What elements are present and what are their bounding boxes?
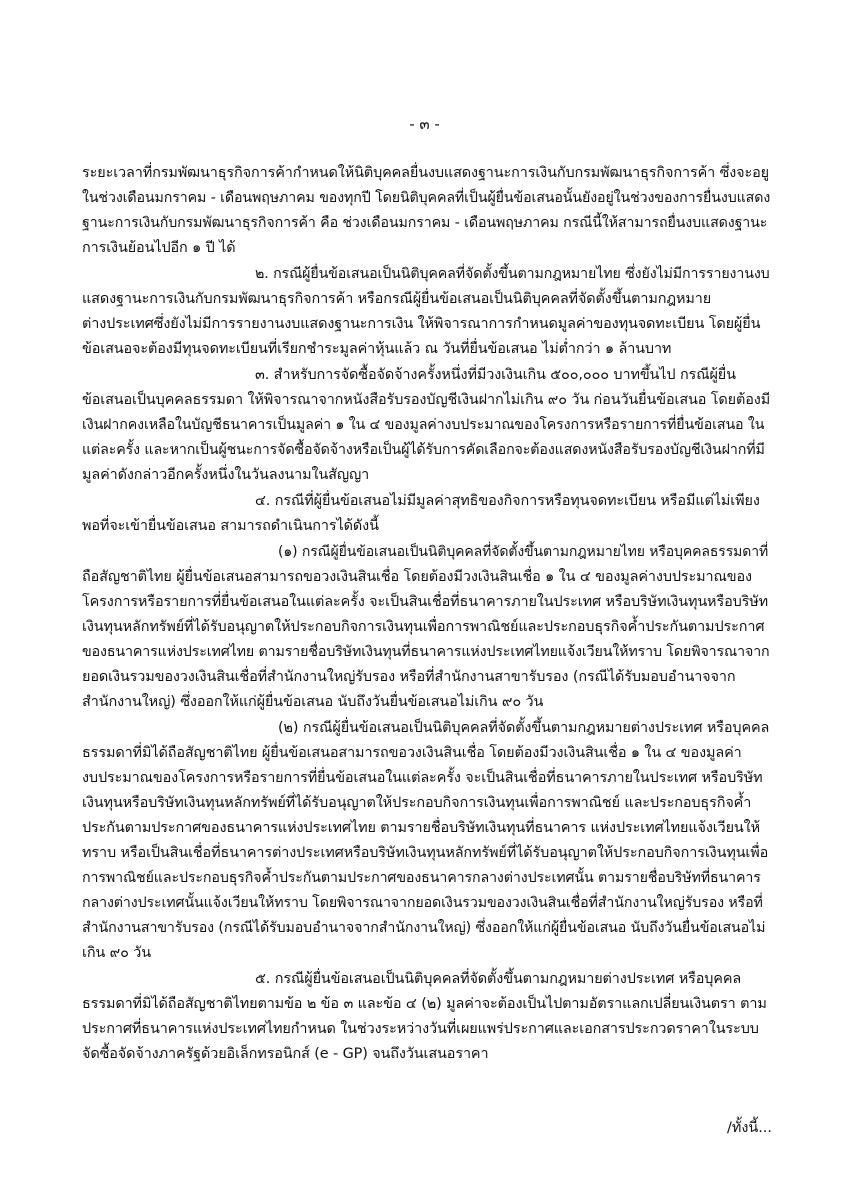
paragraph-line: ๕. กรณีผู้ยื่นข้อเสนอเป็นนิติบุคคลที่จัดตั้งขึ้นตามกฎหมายต่างประเทศ หรือบุคคล [255, 971, 742, 987]
paragraph-line: ๒. กรณีผู้ยื่นข้อเสนอเป็นนิติบุคคลที่จัดตั้งขึ้นตามกฎหมายไทย ซึ่งยังไม่มีการรายงานงบ [255, 266, 770, 282]
paragraph-line: ต่างประเทศซึ่งยังไม่มีการรายงานงบแสดงฐานะการเงิน ให้พิจารณาการกำหนดมูลค่าของทุนจดทะเบียน โดยผู้ยื่น [82, 316, 761, 332]
paragraph-line: การพาณิชย์และประกอบธุรกิจค้ำประกันตามประกาศของธนาคารกลางต่างประเทศนั้น ตามรายชื่อบริษัทที่ธนาคาร [82, 870, 761, 886]
paragraph-line: พอที่จะเข้ายื่นข้อเสนอ สามารถดำเนินการได้ดังนี้ [82, 518, 379, 534]
paragraph-line: ข้อเสนอจะต้องมีทุนจดทะเบียนที่เรียกชำระมูลค่าหุ้นแล้ว ณ วันที่ยื่นข้อเสนอ ไม่ต่ำกว่า ๑ ล้านบาท [82, 341, 672, 357]
paragraph-line: โครงการหรือรายการที่ยื่นข้อเสนอในแต่ละครั้ง จะเป็นสินเชื่อที่ธนาคารภายในประเทศ หรือบริษัทเงินทุนหรือบริษัท [82, 594, 769, 610]
continued-marker: /ทั้งนี้... [727, 1120, 772, 1136]
paragraph-line: ทราบ หรือเป็นสินเชื่อที่ธนาคารต่างประเทศหรือบริษัทเงินทุนหลักทรัพย์ที่ได้รับอนุญาตให้ประกอบกิจการเงินทุนเพื่อ [82, 845, 769, 861]
paragraph-line: ระยะเวลาที่กรมพัฒนาธุรกิจการค้ากำหนดให้นิติบุคคลยื่นงบแสดงฐานะการเงินกับกรมพัฒนาธุรกิจการค้า ซึ่งจะอยู [82, 165, 770, 181]
paragraph-line: ข้อเสนอเป็นบุคคลธรรมดา ให้พิจารณาจากหนังสือรับรองบัญชีเงินฝากไม่เกิน ๙๐ วัน ก่อนวันยื่นข้อเสนอ โดยต้องมี [82, 392, 771, 408]
paragraph-line: ๓. สำหรับการจัดซื้อจัดจ้างครั้งหนึ่งที่มีวงเงินเกิน ๕๐๐,๐๐๐ บาทขึ้นไป กรณีผู้ยื่น [255, 367, 736, 383]
paragraph-line: (๑) กรณีผู้ยื่นข้อเสนอเป็นนิติบุคคลที่จัดตั้งขึ้นตามกฎหมายไทย หรือบุคคลธรรมดาที่ [278, 544, 769, 560]
paragraph-line: ประกันตามประกาศของธนาคารแห่งประเทศไทย ตามรายชื่อบริษัทเงินทุนที่ธนาคาร แห่งประเทศไทยแจ้งเวียนให้ [82, 820, 760, 836]
paragraph-line: แต่ละครั้ง และหากเป็นผู้ชนะการจัดซื้อจัดจ้างหรือเป็นผู้ได้รับการคัดเลือกจะต้องแสดงหนังสือรับรองบัญชีเงินฝากที่มี [82, 442, 765, 458]
paragraph-line: กลางต่างประเทศนั้นแจ้งเวียนให้ทราบ โดยพิจารณาจากยอดเงินรวมของวงเงินสินเชื่อที่สำนักงานใหญ่รับรอง หรือที่ [82, 895, 763, 911]
paragraph-line: สำนักงานใหญ่) ซึ่งออกให้แก่ผู้ยื่นข้อเสนอ นับถึงวันยื่นข้อเสนอไม่เกิน ๙๐ วัน [82, 694, 544, 710]
page-number: - ๓ - [409, 115, 440, 133]
paragraph-line: ธรรมดาที่มิได้ถือสัญชาติไทย ผู้ยื่นข้อเสนอสามารถขอวงเงินสินเชื่อ โดยต้องมีวงเงินสินเชื่อ ๑ ใน ๔ ของมูลค่า [82, 745, 742, 761]
paragraph-line: งบประมาณของโครงการหรือรายการที่ยื่นข้อเสนอในแต่ละครั้ง จะเป็นสินเชื่อที่ธนาคารภายในประเทศ หรือบริษัท [82, 770, 763, 786]
paragraph-line: ธรรมดาที่มิได้ถือสัญชาติไทยตามข้อ ๒ ข้อ ๓ และข้อ ๔ (๒) มูลค่าจะต้องเป็นไปตามอัตราแลกเปลี่ยนเงินตรา ตาม [82, 996, 767, 1012]
paragraph-line: ๔. กรณีที่ผู้ยื่นข้อเสนอไม่มีมูลค่าสุทธิของกิจการหรือทุนจดทะเบียน หรือมีแต่ไม่เพียง [255, 493, 760, 509]
paragraph-line: การเงินย้อนไปอีก ๑ ปี ได้ [82, 240, 236, 256]
paragraph-line: ของธนาคารแห่งประเทศไทย ตามรายชื่อบริษัทเงินทุนที่ธนาคารแห่งประเทศไทยแจ้งเวียนให้ทราบ โดยพิจารณาจาก [82, 644, 770, 660]
paragraph-line: ฐานะการเงินกับกรมพัฒนาธุรกิจการค้า คือ ช่วงเดือนมกราคม - เดือนพฤษภาคม กรณีนี้ให้สามารถยื่นงบแสดงฐานะ [82, 215, 768, 231]
paragraph-line: เงินฝากคงเหลือในบัญชีธนาคารเป็นมูลค่า ๑ ใน ๔ ของมูลค่างบประมาณของโครงการหรือรายการที่ยื่นข้อเสนอ ใน [82, 417, 765, 433]
paragraph-line: ในช่วงเดือนมกราคม - เดือนพฤษภาคม ของทุกปี โดยนิติบุคคลที่เป็นผู้ยื่นข้อเสนอนั้นยังอยู่ในช่วงของการยื่นงบแสดง [82, 190, 771, 206]
paragraph-line: แสดงฐานะการเงินกับกรมพัฒนาธุรกิจการค้า หรือกรณีผู้ยื่นข้อเสนอเป็นนิติบุคคลที่จัดตั้งขึ้นตามกฎหมาย [82, 291, 712, 307]
paragraph-line: (๒) กรณีผู้ยื่นข้อเสนอเป็นนิติบุคคลที่จัดตั้งขึ้นตามกฎหมายต่างประเทศ หรือบุคคล [278, 720, 770, 736]
paragraph-line: เกิน ๙๐ วัน [82, 945, 151, 961]
paragraph-line: เงินทุนหลักทรัพย์ที่ได้รับอนุญาตให้ประกอบกิจการเงินทุนเพื่อการพาณิชย์และประกอบธุรกิจค้ำประกันตามประกาศ [82, 619, 765, 635]
paragraph-line: ประกาศที่ธนาคารแห่งประเทศไทยกำหนด ในช่วงระหว่างวันที่เผยแพร่ประกาศและเอกสารประกวดราคาในระบบ [82, 1021, 759, 1037]
paragraph-line: เงินทุนหรือบริษัทเงินทุนหลักทรัพย์ที่ได้รับอนุญาตให้ประกอบกิจการเงินทุนเพื่อการพาณิชย์ และประกอบธุรกิจค้ำ [82, 795, 752, 811]
paragraph-line: จัดซื้อจัดจ้างภาครัฐด้วยอิเล็กทรอนิกส์ (e - GP) จนถึงวันเสนอราคา [82, 1046, 489, 1062]
paragraph-line: มูลค่าดังกล่าวอีกครั้งหนึ่งในวันลงนามในสัญญา [82, 467, 370, 483]
paragraph-line: ยอดเงินรวมของวงเงินสินเชื่อที่สำนักงานใหญ่รับรอง หรือที่สำนักงานสาขารับรอง (กรณีได้รับมอบอำนาจจาก [82, 669, 736, 685]
paragraph-line: สำนักงานสาขารับรอง (กรณีได้รับมอบอำนาจจากสำนักงานใหญ่) ซึ่งออกให้แก่ผู้ยื่นข้อเสนอ นับถึงวันยื่นข้อเสนอไม่ [82, 920, 766, 936]
paragraph-line: ถือสัญชาติไทย ผู้ยื่นข้อเสนอสามารถขอวงเงินสินเชื่อ โดยต้องมีวงเงินสินเชื่อ ๑ ใน ๔ ของมูลค่างบประมาณของ [82, 569, 752, 585]
